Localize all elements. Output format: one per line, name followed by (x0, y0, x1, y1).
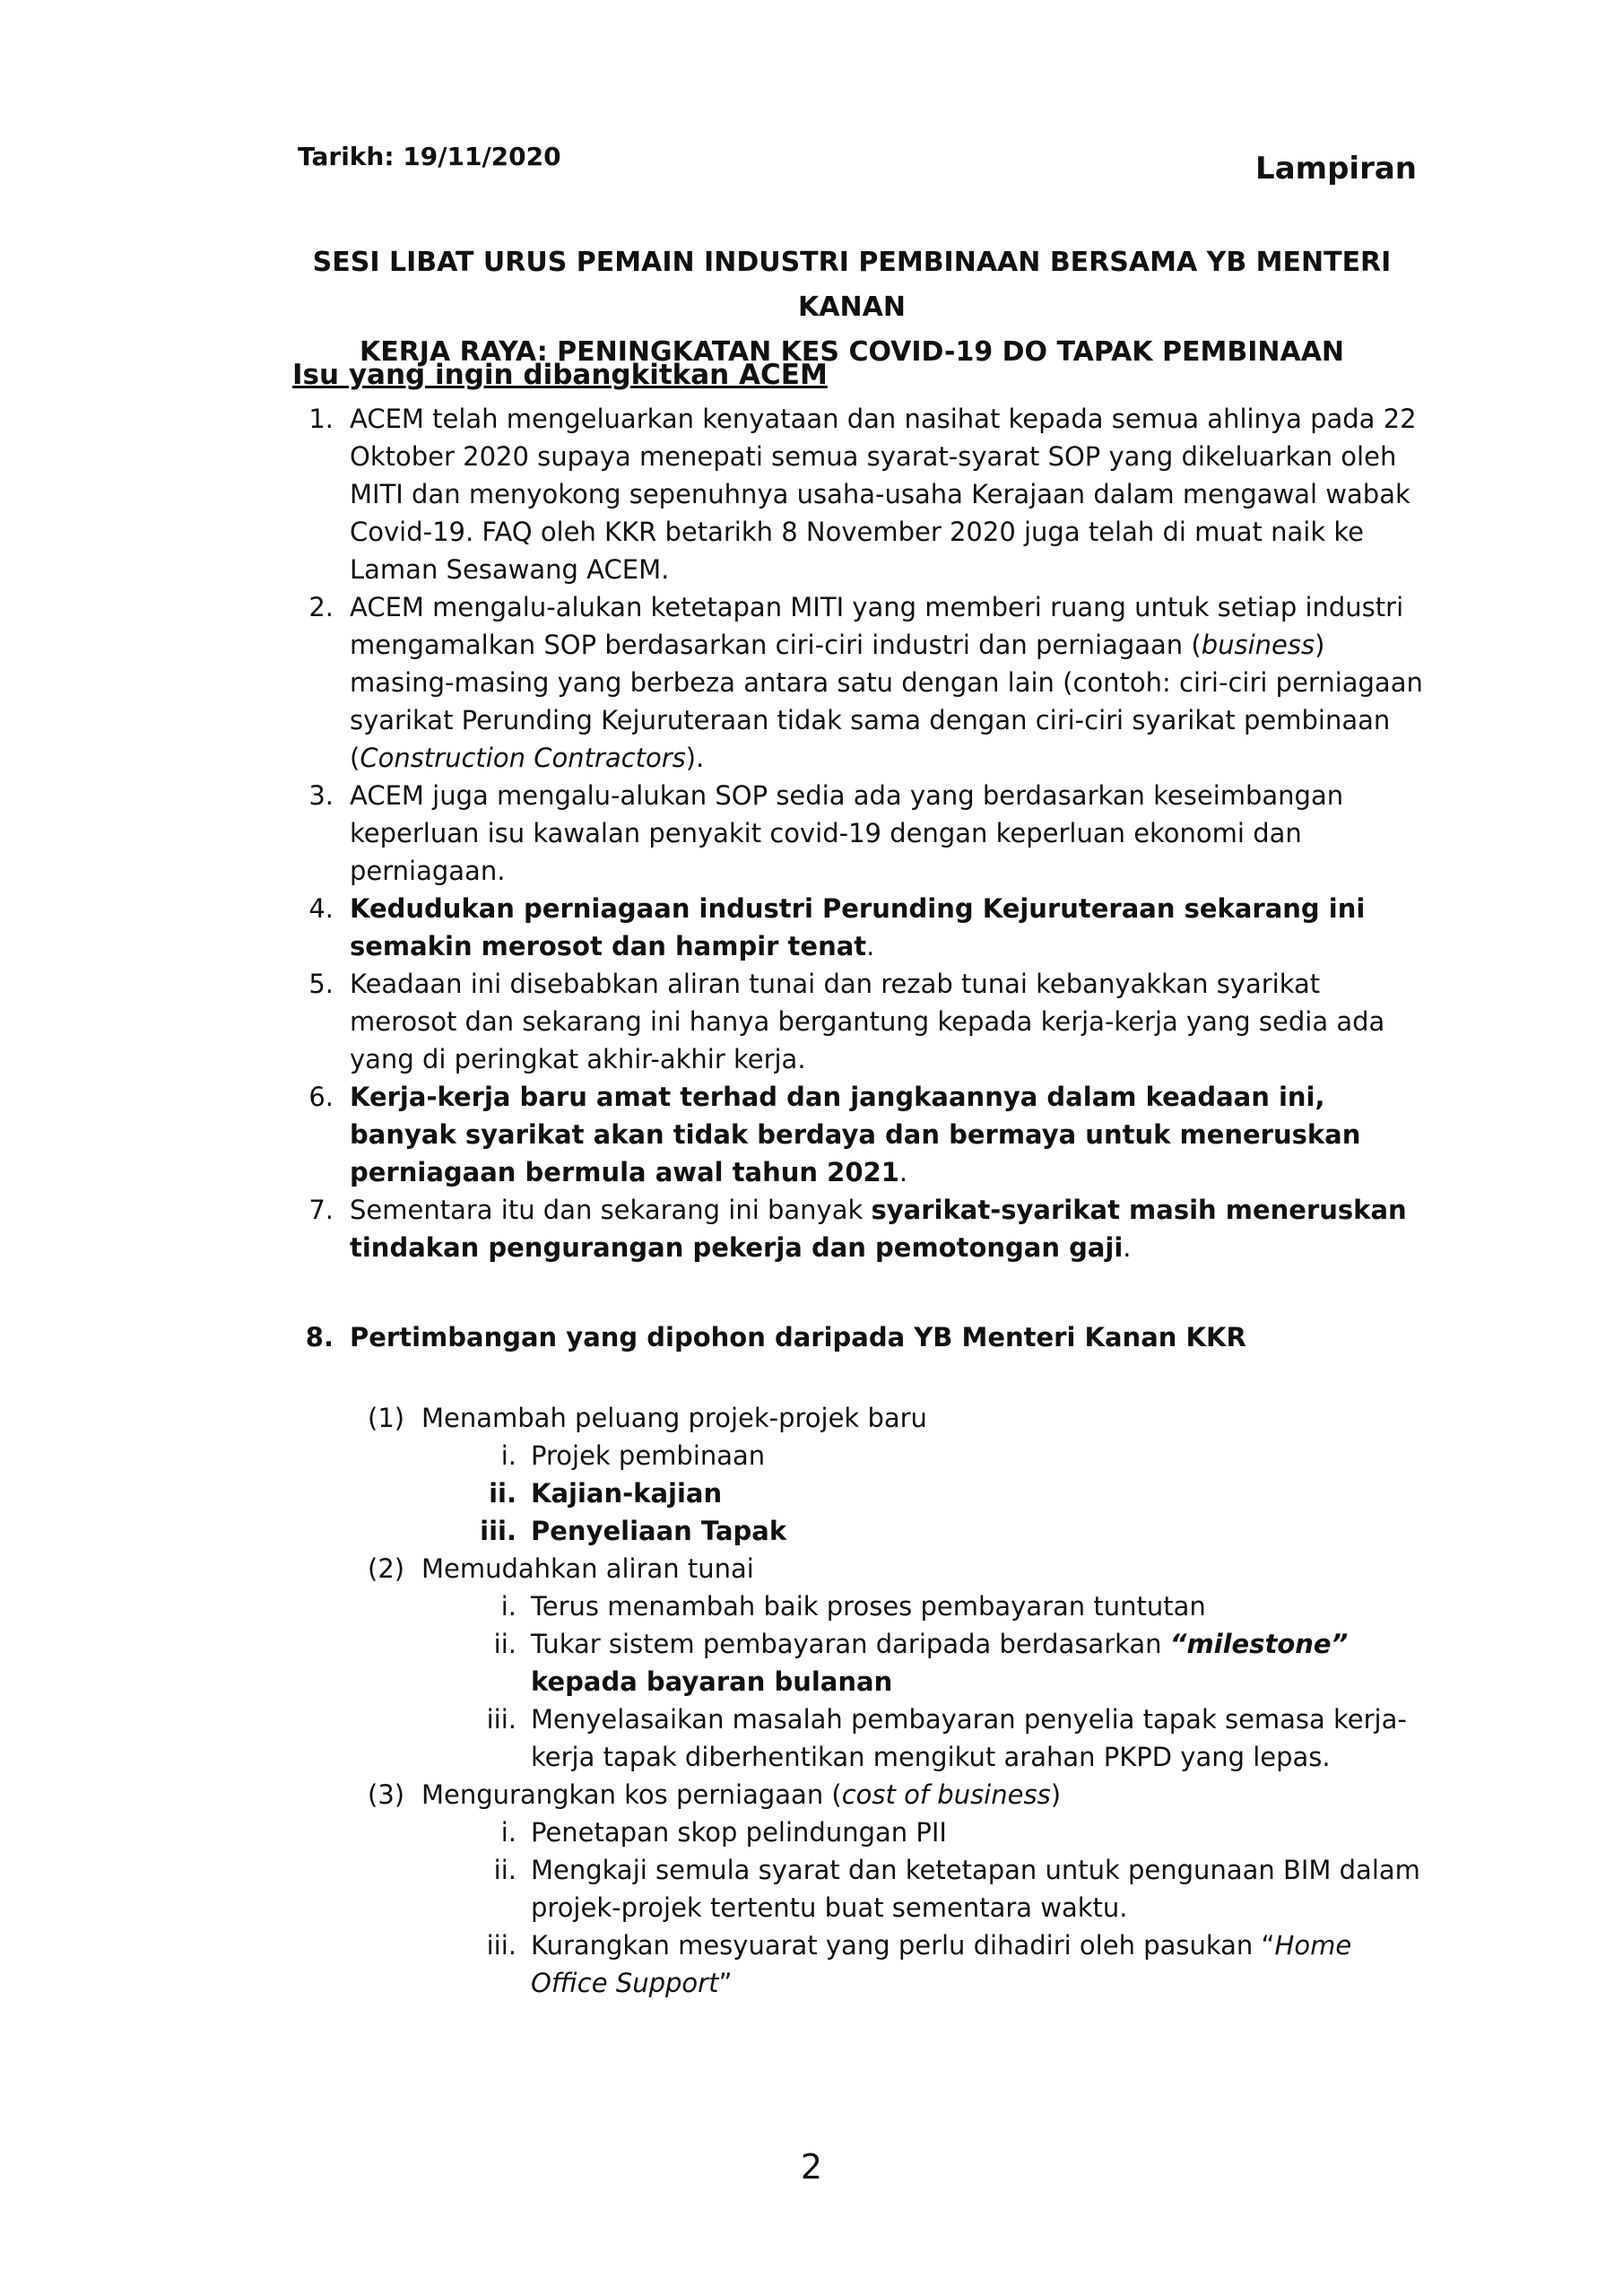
roman-item (368, 1813, 1426, 1851)
italic-term: Construction Contractors (360, 743, 686, 773)
text-part: ) (1050, 1779, 1062, 1810)
text-part: ) masing-masing yang berbeza antara satu dengan lain (contoh: ciri-ciri perniagaan syarikat Perunding Kejuruteraan tidak sama dengan ciri-ciri syarikat pembinaan ( (350, 630, 1423, 773)
italic-term: cost of business (841, 1779, 1051, 1810)
roman-item (368, 1700, 1426, 1776)
item-number: 3. (308, 780, 334, 811)
text-part: ). (685, 743, 705, 773)
roman-number: ii. (493, 1629, 516, 1659)
item-number: 2. (308, 592, 334, 622)
text-part: Tukar sistem pembayaran daripada berdasarkan (531, 1629, 1170, 1659)
list-item (278, 1078, 1426, 1191)
item-text: ACEM juga mengalu-alukan SOP sedia ada yang berdasarkan keseimbangan keperluan isu kawalan penyakit covid-19 dengan keperluan ekonomi dan perniagaan. (350, 780, 1344, 886)
sub-text: Menambah peluang projek-projek baru (421, 1403, 927, 1433)
page-number: 2 (800, 2147, 823, 2187)
roman-item (368, 1474, 1426, 1512)
bold-italic-term: “milestone” (1169, 1629, 1349, 1659)
roman-number: i. (500, 1440, 516, 1471)
text-part: . (898, 1157, 908, 1187)
item-text: ACEM telah mengeluarkan kenyataan dan nasihat kepada semua ahlinya pada 22 Oktober 2020 supaya menepati semua syarat-syarat SOP yang dikeluarkan oleh MITI dan menyokong sepenuhnya usaha-usaha Kerajaan dalam mengawal wabak Covid-19. FAQ oleh KKR betarikh 8 November 2020 juga telah di muat naik ke Laman Sesawang ACEM. (350, 404, 1417, 585)
text-part: Sementara itu dan sekarang ini banyak (350, 1195, 872, 1225)
list-item (278, 588, 1426, 777)
item-text (350, 1191, 1426, 1266)
considerations-list (368, 1399, 1426, 2002)
item-text (350, 1078, 1426, 1191)
attachment-label: Lampiran (1255, 151, 1417, 187)
roman-text: Terus menambah baik proses pembayaran tuntutan (531, 1591, 1206, 1622)
roman-item (368, 1926, 1426, 2002)
text-part: Kurangkan mesyuarat yang perlu dihadiri oleh pasukan “ (531, 1930, 1275, 1961)
list-item (278, 777, 1426, 890)
roman-item (368, 1625, 1426, 1700)
roman-number: iii. (486, 1704, 516, 1735)
roman-text: Penyeliaan Tapak (531, 1516, 787, 1546)
bold-text: kepada bayaran bulanan (531, 1666, 893, 1697)
item-number: 4. (308, 893, 334, 924)
roman-number: iii. (480, 1516, 516, 1546)
roman-text: Penetapan skop pelindungan PII (531, 1817, 947, 1848)
sub-text: Memudahkan aliran tunai (421, 1553, 754, 1584)
item-number: 8. (305, 1322, 334, 1352)
item-number: 6. (308, 1082, 334, 1112)
text-part: . (1123, 1232, 1132, 1263)
bold-text: Kedudukan perniagaan industri Perunding Kejuruteraan sekarang ini semakin merosot dan hampir tenat (350, 893, 1366, 961)
roman-text (531, 1625, 1426, 1700)
roman-number: ii. (489, 1478, 516, 1509)
sub-number: (1) (368, 1403, 405, 1433)
roman-number: ii. (493, 1855, 516, 1885)
text-part: . (866, 931, 875, 961)
roman-item (368, 1851, 1426, 1926)
title-line-1: SESI LIBAT URUS PEMAIN INDUSTRI PEMBINAAN BERSAMA YB MENTERI KANAN (312, 247, 1392, 323)
sub-item (368, 1776, 1426, 1813)
sub-item (368, 1550, 1426, 1587)
item-text (350, 890, 1426, 965)
roman-item (368, 1512, 1426, 1550)
issue-list (278, 400, 1426, 1266)
date-label: Tarikh: 19/11/2020 (298, 142, 561, 171)
roman-number: i. (500, 1817, 516, 1848)
roman-item (368, 1587, 1426, 1625)
list-item (278, 1191, 1426, 1266)
roman-number: i. (500, 1591, 516, 1622)
text-part: ” (718, 1968, 733, 1998)
roman-text: Kajian-kajian (531, 1478, 723, 1509)
bold-text: syarikat-syarikat masih meneruskan tindakan pengurangan pekerja dan pemotongan gaji (350, 1195, 1407, 1263)
item-text: Keadaan ini disebabkan aliran tunai dan rezab tunai kebanyakkan syarikat merosot dan sekarang ini hanya bergantung kepada kerja-kerja yang sedia ada yang di peringkat akhir-akhir kerja. (350, 969, 1385, 1074)
roman-text: Menyelasaikan masalah pembayaran penyelia tapak semasa kerja-kerja tapak diberhentikan mengikut arahan PKPD yang lepas. (531, 1704, 1407, 1772)
list-item (278, 890, 1426, 965)
list-item-8 (278, 1322, 1426, 1352)
sub-number: (2) (368, 1553, 405, 1584)
roman-item (368, 1437, 1426, 1474)
item-text (350, 588, 1426, 777)
section-heading: Isu yang ingin dibangkitkan ACEM (292, 359, 828, 391)
roman-text: Mengkaji semula syarat dan ketetapan untuk pengunaan BIM dalam projek-projek tertentu buat sementara waktu. (531, 1855, 1420, 1923)
item-number: 1. (308, 404, 334, 434)
document-title (269, 240, 1435, 375)
item-number: 7. (308, 1195, 334, 1225)
text-part: Mengurangkan kos perniagaan ( (421, 1779, 842, 1810)
roman-text: Projek pembinaan (531, 1440, 766, 1471)
header (298, 142, 1417, 185)
italic-term: Home Office Support (531, 1930, 1352, 1998)
sub-number: (3) (368, 1779, 405, 1810)
roman-text (531, 1926, 1426, 2002)
list-item (278, 400, 1426, 588)
bold-text: Kerja-kerja baru amat terhad dan jangkaannya dalam keadaan ini, banyak syarikat akan tidak berdaya dan bermaya untuk meneruskan perniagaan bermula awal tahun 2021 (350, 1082, 1361, 1187)
item-number: 5. (308, 969, 334, 999)
list-item (278, 965, 1426, 1078)
sub-item (368, 1399, 1426, 1437)
title-line-2: KERJA RAYA: PENINGKATAN KES COVID-19 DO TAPAK PEMBINAAN (359, 336, 1345, 368)
text-part: ACEM mengalu-alukan ketetapan MITI yang memberi ruang untuk setiap industri mengamalkan SOP berdasarkan ciri-ciri industri dan perniagaan ( (350, 592, 1404, 660)
sub-text (421, 1776, 1061, 1813)
roman-number: iii. (486, 1930, 516, 1961)
italic-term: business (1201, 630, 1315, 660)
item-text: Pertimbangan yang dipohon daripada YB Menteri Kanan KKR (350, 1322, 1246, 1352)
